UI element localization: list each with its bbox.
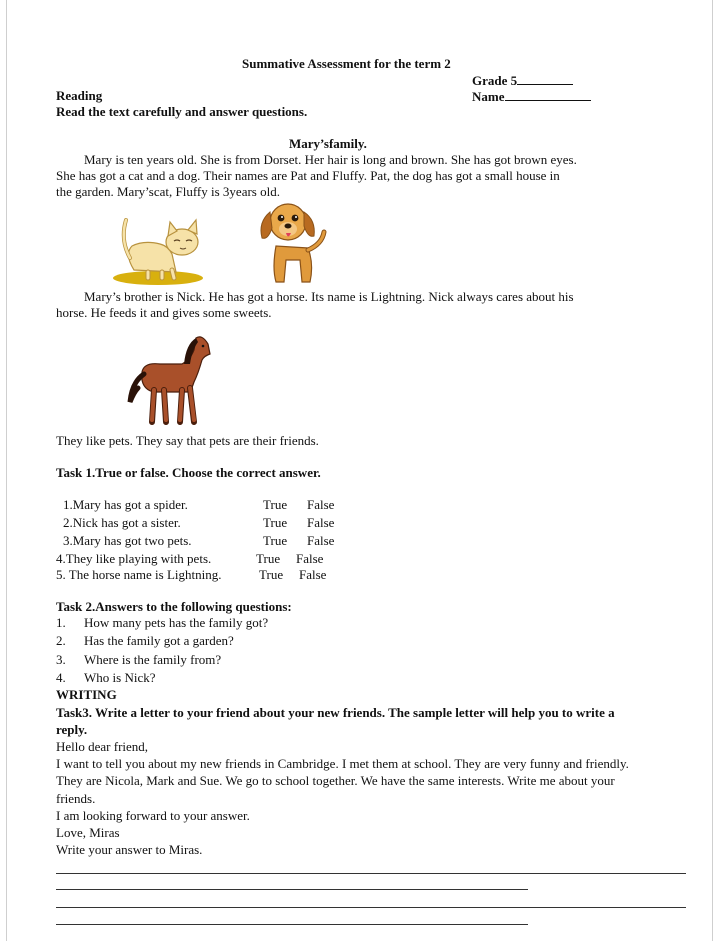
story-paragraph-1-line-1: Mary is ten years old. She is from Dorset. Her hair is long and brown. She has got brown eyes. <box>84 152 577 167</box>
task1-item-4: 4.They like playing with pets. <box>56 551 212 566</box>
task2-item-3-number: 3. <box>56 652 66 667</box>
letter-line-1: Hello dear friend, <box>56 739 149 754</box>
grade-field <box>472 72 573 89</box>
task2-title: Task 2.Answers to the following questions: <box>56 599 292 614</box>
section-label: Reading <box>56 88 103 103</box>
name-field <box>472 88 591 105</box>
task1-item-1: 1.Mary has got a spider. <box>63 497 188 512</box>
task1-item-5-false[interactable]: False <box>299 567 327 582</box>
task1-title: Task 1.True or false. Choose the correct answer. <box>56 465 321 480</box>
task2-item-2-number: 2. <box>56 633 66 648</box>
story-paragraph-1-line-2: She has got a cat and a dog. Their names are Pat and Fluffy. Pat, the dog has got a small house in <box>56 168 560 183</box>
story-paragraph-2-line-2: horse. He feeds it and gives some sweets. <box>56 305 272 320</box>
task1-item-5: 5. The horse name is Lightning. <box>56 567 222 582</box>
letter-signoff: Love, Miras <box>56 825 120 840</box>
answer-line-3[interactable] <box>56 907 686 908</box>
grade-label: Grade 5 <box>472 73 518 88</box>
answer-instruction: Write your answer to Miras. <box>56 842 203 857</box>
page-border-right <box>712 0 713 941</box>
dog-icon <box>254 198 330 290</box>
task2-item-1-question: How many pets has the family got? <box>84 615 269 630</box>
name-blank[interactable] <box>505 88 591 101</box>
letter-line-2: I want to tell you about my new friends in Cambridge. I met them at school. They are very funny and friendly. <box>56 756 629 771</box>
name-label: Name <box>472 89 505 104</box>
answer-line-1[interactable] <box>56 873 686 874</box>
writing-heading: WRITING <box>56 687 117 702</box>
task1-item-4-true[interactable]: True <box>256 551 281 566</box>
story-paragraph-1-line-3: the garden. Mary’scat, Fluffy is 3years old. <box>56 184 280 199</box>
task1-item-4-false[interactable]: False <box>296 551 324 566</box>
task1-item-1-true[interactable]: True <box>263 497 288 512</box>
story-paragraph-2-line-1: Mary’s brother is Nick. He has got a horse. Its name is Lightning. Nick always cares about his <box>84 289 574 304</box>
task2-item-1-number: 1. <box>56 615 66 630</box>
task1-item-1-false[interactable]: False <box>307 497 335 512</box>
task2-item-4-question: Who is Nick? <box>84 670 156 685</box>
task2-item-3-question: Where is the family from? <box>84 652 222 667</box>
horse-icon <box>124 330 214 428</box>
task1-item-2-false[interactable]: False <box>307 515 335 530</box>
task3-title-line-1: Task3. Write a letter to your friend about your new friends. The sample letter will help you to write a <box>56 705 615 720</box>
story-paragraph-3: They like pets. They say that pets are their friends. <box>56 433 319 448</box>
task1-item-5-true[interactable]: True <box>259 567 284 582</box>
cat-icon <box>110 210 206 288</box>
task1-item-2-true[interactable]: True <box>263 515 288 530</box>
page-title: Summative Assessment for the term 2 <box>242 56 451 71</box>
task1-item-3-true[interactable]: True <box>263 533 288 548</box>
task1-item-3: 3.Mary has got two pets. <box>63 533 192 548</box>
grade-blank[interactable] <box>517 72 573 85</box>
reading-instruction: Read the text carefully and answer questions. <box>56 104 308 119</box>
answer-line-2[interactable] <box>56 889 528 890</box>
task1-item-2: 2.Nick has got a sister. <box>63 515 181 530</box>
task2-item-2-question: Has the family got a garden? <box>84 633 234 648</box>
page-border-left <box>6 0 7 941</box>
task2-item-4-number: 4. <box>56 670 66 685</box>
letter-line-4: friends. <box>56 791 96 806</box>
letter-line-5: I am looking forward to your answer. <box>56 808 250 823</box>
task3-title-line-2: reply. <box>56 722 88 737</box>
letter-line-3: They are Nicola, Mark and Sue. We go to school together. We have the same interests. Write me about your <box>56 773 615 788</box>
answer-line-4[interactable] <box>56 924 528 925</box>
task1-item-3-false[interactable]: False <box>307 533 335 548</box>
story-title: Mary’sfamily. <box>289 136 367 151</box>
